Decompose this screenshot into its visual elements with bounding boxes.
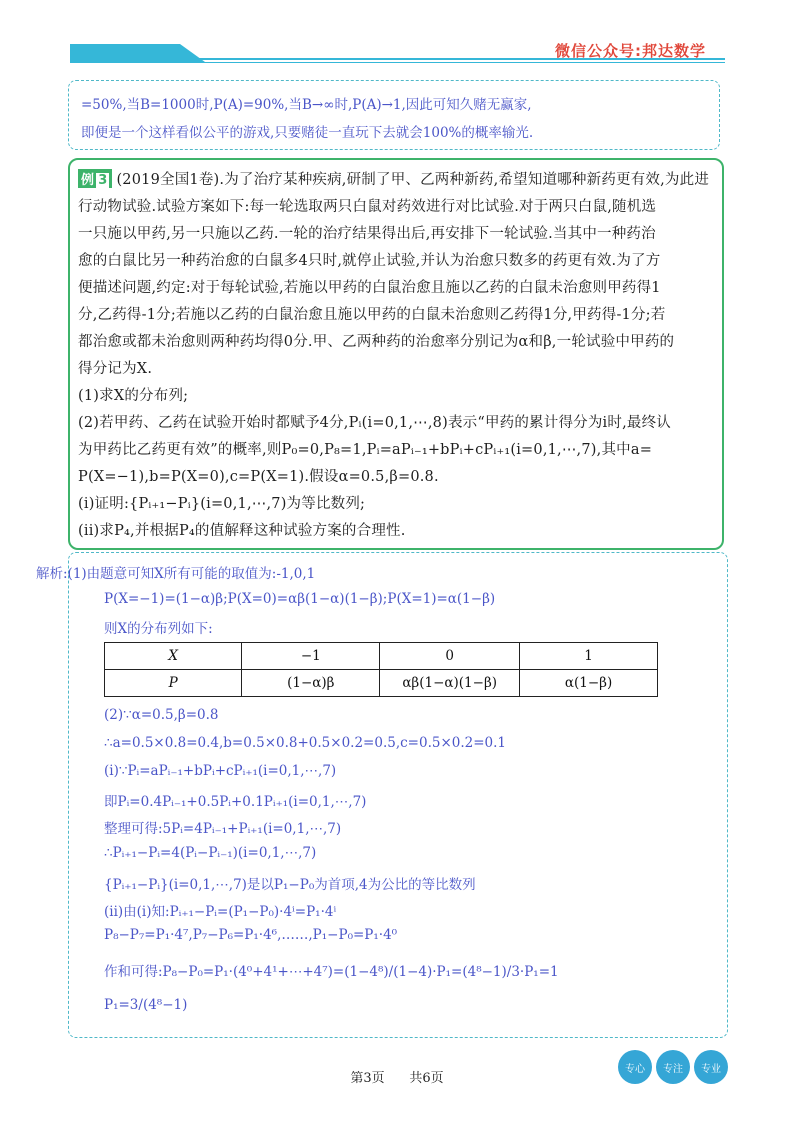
solution-line: (i)∵Pᵢ=aPᵢ₋₁+bPᵢ+cPᵢ₊₁(i=0,1,⋯,7) [104, 763, 337, 779]
solution-line: 作和可得:P₈−P₀=P₁·(4⁰+4¹+⋯+4⁷)=(1−4⁸)/(1−4)·P₁=(4⁸−1)/3·P₁=1 [104, 964, 559, 980]
badge: 专注 [656, 1050, 690, 1084]
example-question-2: (2)若甲药、乙药在试验开始时都赋予4分,Pᵢ(i=0,1,⋯,8)表示“甲药的累计得分为i时,最终认 [78, 415, 672, 431]
example-line: 行动物试验.试验方案如下:每一轮选取两只白鼠对药效进行对比试验.对于两只白鼠,随机选 [78, 199, 657, 215]
page-number: 第3页 [350, 1071, 385, 1086]
example-line: 愈的白鼠比另一种药治愈的白鼠多4只时,就停止试验,并认为治愈只数多的药更有效.为了方 [78, 253, 661, 269]
example-subquestion-ii: (ii)求P₄,并根据P₄的值解释这种试验方案的合理性. [78, 523, 406, 539]
example-tag-label: 例 [81, 173, 95, 188]
example-box [68, 158, 724, 550]
intro-line-2: 即便是一个这样看似公平的游戏,只要赌徒一直玩下去就会100%的概率输光. [81, 125, 534, 141]
table-cell: 0 [380, 643, 520, 670]
solution-line: (2)∵α=0.5,β=0.8 [104, 707, 219, 723]
example-subquestion-i: (i)证明:{Pᵢ₊₁−Pᵢ}(i=0,1,⋯,7)为等比数列; [78, 496, 366, 512]
example-tag [78, 169, 112, 188]
example-number: 3 [98, 173, 108, 188]
header-title: 微信公众号:邦达数学 [555, 42, 706, 60]
badge: 专业 [694, 1050, 728, 1084]
intro-line-1: =50%,当B=1000时,P(A)=90%,当B→∞时,P(A)→1,因此可知久赌无赢家, [81, 97, 532, 113]
distribution-table [104, 642, 658, 697]
solution-line: ∴Pᵢ₊₁−Pᵢ=4(Pᵢ−Pᵢ₋₁)(i=0,1,⋯,7) [104, 845, 317, 861]
example-line: 便描述问题,约定:对于每轮试验,若施以甲药的白鼠治愈且施以乙药的白鼠未治愈则甲药得1 [78, 280, 661, 296]
example-line: 为甲药比乙药更有效”的概率,则P₀=0,P₈=1,Pᵢ=aPᵢ₋₁+bPᵢ+cPᵢ₊₁(i=0,1,⋯,7),其中a= [78, 442, 653, 458]
solution-line: (ii)由(i)知:Pᵢ₊₁−Pᵢ=(P₁−P₀)·4ⁱ=P₁·4ⁱ [104, 904, 337, 920]
table-row [105, 670, 658, 697]
table-cell: X [105, 643, 242, 670]
solution-line: 解析:(1)由题意可知X所有可能的取值为:-1,0,1 [36, 566, 316, 582]
table-cell: αβ(1−α)(1−β) [380, 670, 520, 697]
solution-line: 整理可得:5Pᵢ=4Pᵢ₋₁+Pᵢ₊₁(i=0,1,⋯,7) [104, 821, 342, 837]
page-total: 共6页 [409, 1071, 444, 1086]
footer-badges [614, 1050, 728, 1084]
table-cell: (1−α)β [242, 670, 380, 697]
example-line: 分,乙药得-1分;若施以乙药的白鼠治愈且施以甲药的白鼠未治愈则乙药得1分,甲药得-1分;若 [78, 307, 666, 323]
solution-line: P₁=3/(4⁸−1) [104, 997, 188, 1013]
example-line: P(X=−1),b=P(X=0),c=P(X=1).假设α=0.5,β=0.8. [78, 469, 439, 485]
solution-line: P(X=−1)=(1−α)β;P(X=0)=αβ(1−α)(1−β);P(X=1)=α(1−β) [104, 591, 496, 607]
badge: 专心 [618, 1050, 652, 1084]
solution-line: P₈−P₇=P₁·4⁷,P₇−P₆=P₁·4⁶,……,P₁−P₀=P₁·4⁰ [104, 927, 398, 943]
solution-line: 即Pᵢ=0.4Pᵢ₋₁+0.5Pᵢ+0.1Pᵢ₊₁(i=0,1,⋯,7) [104, 794, 367, 810]
solution-line: 则X的分布列如下: [104, 621, 213, 637]
solution-line: {Pᵢ₊₁−Pᵢ}(i=0,1,⋯,7)是以P₁−P₀为首项,4为公比的等比数列 [104, 877, 476, 893]
example-line: 都治愈或都未治愈则两种药均得0分.甲、乙两种药的治愈率分别记为α和β,一轮试验中甲药的 [78, 334, 675, 350]
solution-line: ∴a=0.5×0.8=0.4,b=0.5×0.8+0.5×0.2=0.5,c=0.5×0.2=0.1 [104, 735, 507, 751]
table-row [105, 643, 658, 670]
example-question-1: (1)求X的分布列; [78, 388, 189, 404]
example-line [78, 168, 709, 189]
example-text: (2019全国1卷).为了治疗某种疾病,研制了甲、乙两种新药,希望知道哪种新药更有效,为此进 [116, 172, 710, 188]
example-line: 得分记为X. [78, 361, 153, 377]
table-cell: α(1−β) [520, 670, 658, 697]
example-line: 一只施以甲药,另一只施以乙药.一轮的治疗结果得出后,再安排下一轮试验.当其中一种药治 [78, 226, 656, 242]
table-cell: −1 [242, 643, 380, 670]
table-cell: 1 [520, 643, 658, 670]
table-cell: P [105, 670, 242, 697]
intro-box [68, 80, 720, 150]
